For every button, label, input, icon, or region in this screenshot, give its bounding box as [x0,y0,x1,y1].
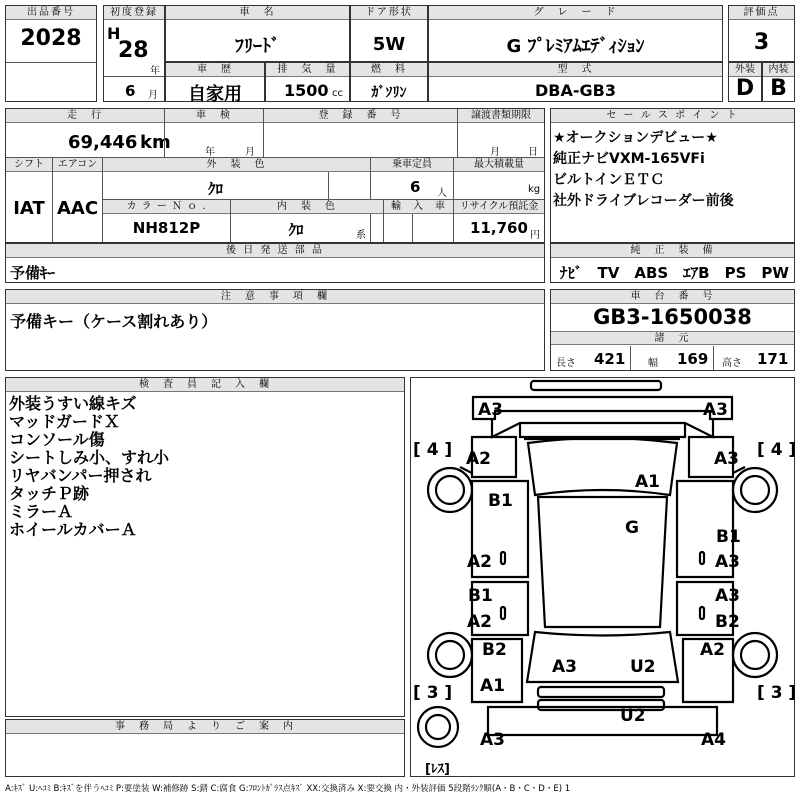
damage-a4-rear-right: A4 [701,730,726,750]
reg-year: 28 [118,38,149,63]
later-parts-label: 後 日 発 送 部 品 [6,244,544,258]
load-label: 最大積載量 [454,158,544,172]
reg-month: 6 [125,82,136,100]
sales-label: セ ー ル ス ポ イ ン ト [551,109,794,123]
recycle-fee: 11,760 [470,219,528,237]
damage-a2-left-rear: A2 [467,612,492,632]
month-unit: 月 [148,90,158,101]
notes-label: 注 意 事 項 欄 [6,290,544,304]
wheel-front-left-score: [ 4 ] [413,440,453,460]
damage-a2-left-fender: A2 [466,449,491,469]
deadline-label: 譲渡書類期限 [458,109,544,123]
lot-number: 2028 [20,26,82,51]
int-grade: B [770,76,787,101]
damage-a3-front-left: A3 [478,400,503,420]
ac-label: エアコン [53,158,102,172]
first-reg-label: 初度登録 [104,6,164,20]
int-label: 内装 [763,63,794,77]
damage-g-glass: G [625,518,639,538]
int-color: ｸﾛ [288,221,304,239]
int-color-unit: 系 [356,230,366,241]
inspector-line: マッドガードＸ [9,412,120,431]
car-name-label: 車 名 [166,6,349,20]
damage-a3-tailgate: A3 [552,657,577,677]
shift-label: シフト [6,158,52,172]
mileage: 69,446 [68,132,138,153]
inspector-line: タッチＰ跡 [9,484,90,503]
office-label: 事 務 局 よ り ご 案 内 [6,720,404,734]
chassis-label: 車 台 番 号 [551,290,794,304]
car-name: ﾌﾘｰﾄﾞ [235,36,280,57]
model: DBA-GB3 [535,81,616,100]
damage-b2-right-rear: B2 [715,612,740,632]
door-type: 5W [372,34,406,55]
damage-u2-rear-bumper: U2 [620,706,646,726]
history: 自家用 [188,84,242,105]
inspect-label: 車 検 [165,109,263,123]
deadline-day: 日 [528,147,538,158]
equipment: ﾅﾋﾞ TV ABS ｴｱB PS PW [560,264,789,282]
width: 169 [677,350,709,368]
inspector-line: ミラーＡ [9,502,74,521]
damage-a2-right-quarter: A2 [700,640,725,660]
load-unit: kg [528,184,541,195]
car-outline [410,377,795,777]
wheel-rear-right-score: [ 3 ] [757,683,797,703]
import-label: 輸 入 車 [384,200,453,214]
spare-tire-label: [ﾚｽ] [425,762,450,777]
later-parts: 予備ｷｰ [10,264,56,282]
fuel-label: 燃 料 [351,63,427,77]
damage-b2-left-quarter: B2 [482,640,507,660]
grade-label: グ レ ー ド [429,6,722,20]
specs-label: 諸 元 [551,331,794,345]
inspector-line: リヤバンパー押され [9,466,152,485]
fuel: ｶﾞｿﾘﾝ [371,85,407,101]
lot-label: 出品番号 [6,6,96,20]
damage-a3-right-rear: A3 [715,586,740,606]
score: 3 [753,30,770,55]
damage-b1-left-rear: B1 [468,586,493,606]
color-no-label: カ ラ ー Ｎ ｏ . [103,200,230,214]
ext-grade: D [735,76,755,101]
mileage-unit: km [140,132,171,153]
score-label: 評価点 [729,6,794,20]
damage-a3-right-door: A3 [715,552,740,572]
inspector-label: 検 査 員 記 入 欄 [6,378,404,392]
ext-color: ｸﾛ [207,180,223,198]
grade: G ﾌﾟﾚﾐｱﾑｴﾃﾞｨｼｮﾝ [506,36,645,57]
color-no: NH812P [132,219,201,237]
reg-no-label: 登 録 番 号 [264,109,457,123]
damage-a3-front-right: A3 [703,400,728,420]
legend: A:ｷｽﾞ U:ﾍｺﾐ B:ｷｽﾞを伴うﾍｺﾐ P:要塗装 W:補修跡 S:錆 C:腐食 G:ﾌﾛﾝﾄｶﾞﾗｽ点ｷｽﾞ XX:交換済み X:要交換 内・外装評価 5段階ﾗﾝｸ順(A・B・C・D・E) 1 [5,784,571,794]
wheel-front-right-score: [ 4 ] [757,440,797,460]
inspect-month: 月 [245,147,255,158]
shift: IAT [13,198,45,219]
mileage-label: 走 行 [6,109,164,123]
width-label: 幅 [648,358,658,369]
capacity-unit: 人 [437,188,447,199]
inspector-line: コンソール傷 [9,430,105,449]
chassis-number: GB3-1650038 [593,305,752,329]
displacement: 1500 [284,81,329,100]
inspector-line: ホイールカバーＡ [9,520,137,539]
sales-line: 社外ドライブレコーダー前後 [553,193,734,209]
damage-b1-right: B1 [716,527,741,547]
sales-line: 純正ナビVXM-165VFi [553,151,705,167]
era: H [107,24,121,43]
sales-line: ★オークションデビュー★ [553,130,718,146]
model-label: 型 式 [429,63,722,77]
damage-a1-hood: A1 [635,472,660,492]
damage-a1-left-rear: A1 [480,676,505,696]
length-label: 長さ [556,358,576,369]
damage-a3-right-fender: A3 [714,449,739,469]
damage-a2-left-door: A2 [467,552,492,572]
inspector-notes [9,395,399,539]
recycle-unit: 円 [530,230,540,241]
wheel-rear-left-score: [ 3 ] [413,683,453,703]
aircon: AAC [56,198,99,219]
sales-line: ビルトインＥＴＣ [553,172,665,188]
sales-points [553,128,793,212]
inspector-line: シートしみ小、すれ小 [9,448,170,467]
height: 171 [757,350,789,368]
capacity: 6 [410,178,421,196]
equip-label: 純 正 装 備 [551,244,794,258]
damage-u2-tailgate: U2 [630,657,656,677]
disp-unit: cc [332,88,343,99]
disp-label: 排 気 量 [266,63,349,77]
notes-text: 予備キー（ケース割れあり） [10,312,218,331]
recycle-label: リサイクル預託金 [454,200,544,214]
damage-a3-rear-left: A3 [480,730,505,750]
length: 421 [594,350,626,368]
height-label: 高さ [722,358,742,369]
inspector-line: 外装うすい線キズ [9,394,137,413]
deadline-month: 月 [490,147,500,158]
int-color-label: 内 装 色 [231,200,383,214]
history-label: 車 歴 [166,63,264,77]
year-unit: 年 [150,66,160,77]
door-label: ドア形状 [351,6,427,20]
ext-label: 外装 [729,63,761,77]
damage-b1-left: B1 [488,491,513,511]
inspect-year: 年 [205,147,215,158]
capacity-label: 乗車定員 [371,158,453,172]
ext-color-label: 外 装 色 [103,158,370,172]
